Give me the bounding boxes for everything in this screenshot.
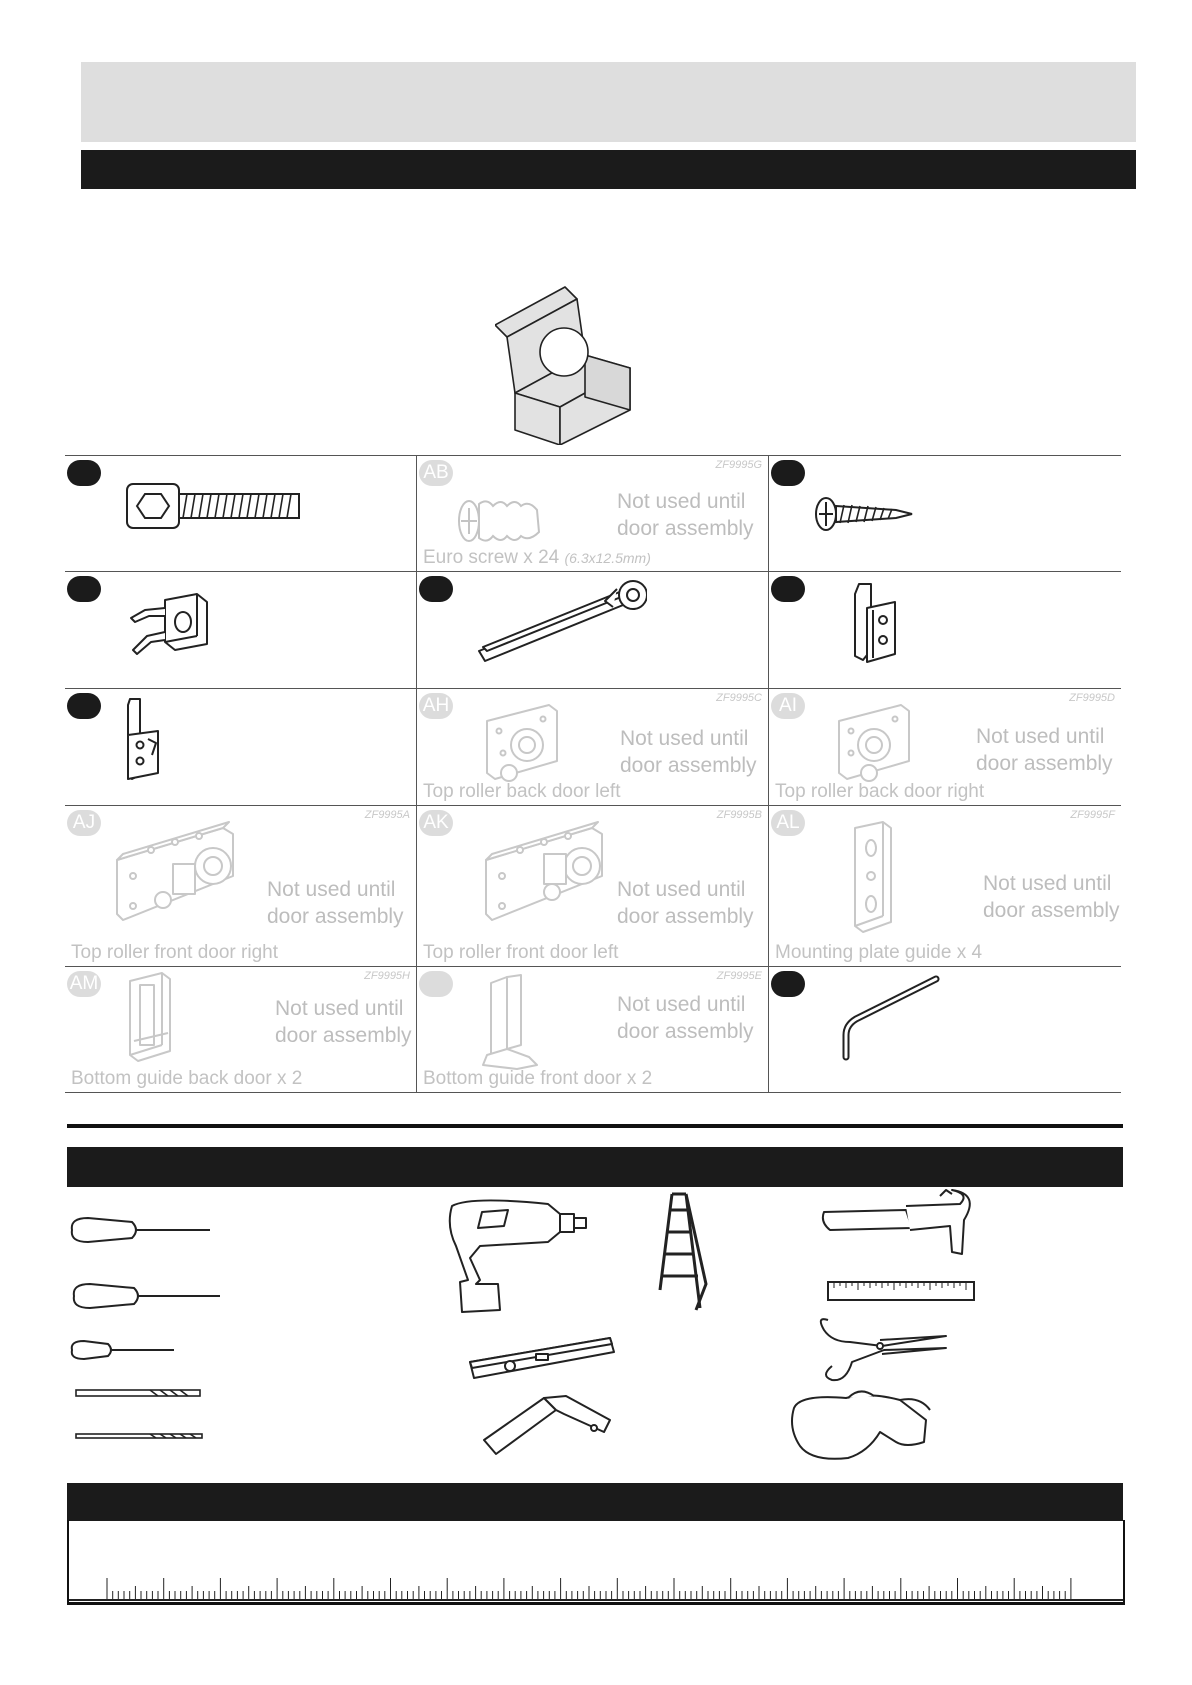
separator-rule — [67, 1124, 1123, 1128]
part-note: Not used until door assembly — [617, 490, 754, 540]
part-badge: AH — [419, 693, 453, 719]
part-badge: AM — [67, 971, 101, 997]
euro-screw-icon — [457, 496, 547, 546]
part-cell — [417, 689, 768, 805]
part-badge — [419, 971, 453, 997]
part-cell — [65, 967, 416, 1092]
ruler-scale — [69, 1520, 1123, 1602]
part-badge — [771, 460, 805, 486]
hook-bracket-icon — [849, 580, 909, 670]
grid-line — [65, 1092, 1121, 1093]
part-code: ZF9995A — [364, 809, 410, 821]
hammer-icon — [823, 1190, 970, 1254]
part-note: Not used until door assembly — [976, 725, 1113, 775]
parts-grid — [65, 455, 1121, 1093]
drill-icon — [450, 1200, 586, 1312]
ruler-icon — [828, 1282, 974, 1300]
part-badge — [771, 971, 805, 997]
mounting-plate-icon — [849, 818, 899, 938]
part-badge: AB — [419, 460, 453, 486]
part-code: ZF9995C — [716, 692, 762, 704]
part-code: ZF9995G — [715, 459, 762, 471]
part-cell — [769, 572, 1121, 688]
step-ladder-icon — [660, 1194, 706, 1310]
part-badge — [419, 576, 453, 602]
part-code: ZF9995D — [1069, 692, 1115, 704]
part-caption — [423, 547, 651, 569]
caption-subtext: (6.3x12.5mm) — [564, 550, 651, 566]
part-caption: Top roller front door left — [423, 942, 619, 963]
part-caption: Bottom guide back door x 2 — [71, 1068, 303, 1089]
part-badge — [67, 576, 101, 602]
part-note: Not used until door assembly — [620, 727, 757, 777]
part-badge — [771, 576, 805, 602]
part-cell — [417, 967, 768, 1092]
part-cell — [769, 689, 1121, 805]
part-badge: AL — [771, 810, 805, 836]
part-note: Not used until door assembly — [617, 878, 754, 928]
front-roller-icon — [113, 820, 253, 930]
part-code: ZF9995H — [364, 970, 410, 982]
cage-nut-icon — [125, 584, 215, 669]
part-caption: Mounting plate guide x 4 — [775, 942, 983, 963]
front-roller-icon — [482, 820, 622, 930]
hardware-box-icon — [495, 285, 640, 445]
part-code: ZF9995B — [716, 809, 762, 821]
bottom-guide-front-icon — [477, 973, 547, 1073]
part-cell — [417, 572, 768, 688]
part-code: ZF9995E — [716, 970, 762, 982]
spirit-level-icon — [470, 1338, 614, 1378]
drill-bit-icon — [76, 1390, 202, 1438]
try-square-icon — [484, 1396, 610, 1454]
part-badge: AK — [419, 810, 453, 836]
part-cell — [769, 456, 1121, 571]
ruler-scale-frame — [67, 1520, 1125, 1605]
part-cell — [65, 689, 416, 805]
part-caption: Bottom guide front door x 2 — [423, 1068, 653, 1089]
part-badge — [67, 693, 101, 719]
rail-bracket-icon — [477, 577, 647, 667]
part-cell — [65, 806, 416, 966]
screwdriver-icon — [72, 1218, 210, 1242]
screwdriver-icon — [74, 1284, 220, 1308]
part-caption: Top roller back door right — [775, 781, 985, 802]
screwdriver-icon — [72, 1341, 174, 1359]
part-note: Not used until door assembly — [983, 872, 1120, 922]
part-code: ZF9995F — [1070, 809, 1115, 821]
clip-bracket-icon — [120, 695, 170, 785]
safety-glasses-icon — [792, 1391, 930, 1458]
header-band — [81, 62, 1136, 142]
part-cell — [417, 806, 768, 966]
part-cell — [417, 456, 768, 571]
part-caption: Top roller back door left — [423, 781, 621, 802]
bottom-guide-icon — [120, 971, 180, 1066]
caption-text: Euro screw x 24 — [423, 547, 560, 568]
part-cell — [769, 967, 1121, 1092]
part-caption: Top roller front door right — [71, 942, 278, 963]
allen-key-icon — [834, 973, 944, 1063]
section-bar-tools — [67, 1147, 1123, 1187]
section-bar-parts — [81, 150, 1136, 189]
scissors-icon — [821, 1319, 946, 1380]
part-badge: AJ — [67, 810, 101, 836]
part-cell — [65, 572, 416, 688]
hex-bolt-icon — [125, 476, 305, 536]
wood-screw-icon — [814, 494, 914, 534]
part-cell — [769, 806, 1121, 966]
part-badge — [67, 460, 101, 486]
part-note: Not used until door assembly — [267, 878, 404, 928]
section-bar-ruler — [67, 1483, 1123, 1521]
part-note: Not used until door assembly — [275, 997, 412, 1047]
part-cell — [65, 456, 416, 571]
part-note: Not used until door assembly — [617, 993, 754, 1043]
part-badge: AI — [771, 693, 805, 719]
